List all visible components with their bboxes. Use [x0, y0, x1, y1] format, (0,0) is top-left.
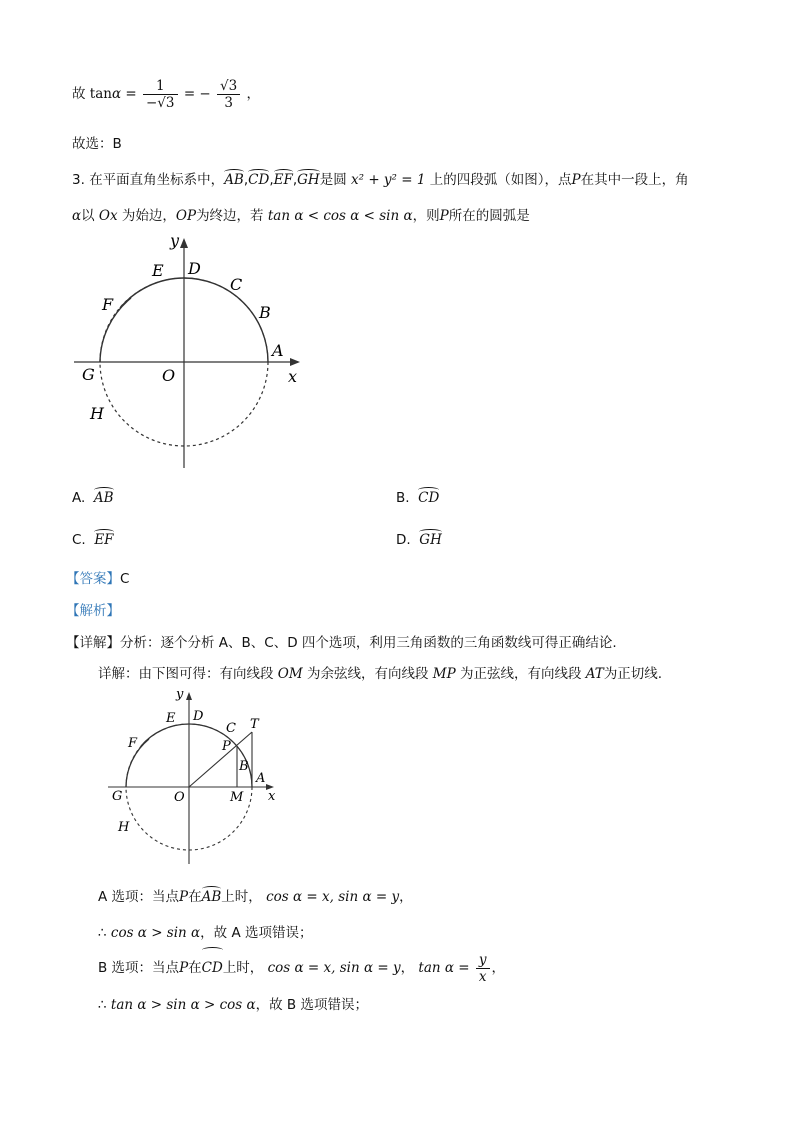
label-y: y — [170, 231, 180, 250]
fraction-num: y — [476, 952, 490, 969]
option-a-conclusion — [98, 921, 313, 941]
label-c: C — [226, 721, 236, 736]
label-b: B — [259, 303, 271, 322]
detail-line — [66, 631, 617, 651]
comma: ， — [491, 960, 506, 976]
arc-df-solid — [141, 724, 189, 746]
label-g: G — [82, 365, 95, 384]
fraction-1-num: 1 — [143, 78, 178, 95]
optb-arc: CD — [202, 950, 223, 986]
label-c: C — [230, 275, 243, 294]
comma: ， — [399, 889, 413, 905]
arc-ef: EF — [273, 172, 293, 188]
label-a: A — [256, 771, 266, 786]
detail-tag: 【详解】 — [66, 635, 120, 651]
label-a: A — [272, 341, 284, 360]
y-axis-arrow — [186, 692, 192, 700]
therefore-symbol: ∴ — [98, 997, 107, 1013]
circle-equation: x² + y² = 1 — [351, 172, 426, 188]
ray-op: OP — [175, 208, 197, 224]
point-p: P — [179, 960, 189, 976]
analysis-line — [66, 599, 120, 619]
ray-ox: Ox — [98, 208, 118, 224]
option-a-arc: AB — [93, 490, 114, 506]
therefore-symbol: ∴ — [98, 925, 107, 941]
q3-l2-text-5: 所在的圆弧是 — [448, 208, 530, 224]
q3-l2-text-4: ，则 — [412, 208, 440, 224]
option-b-conclusion — [98, 993, 368, 1013]
fraction-den: x — [478, 968, 487, 985]
label-o: O — [174, 790, 185, 805]
alpha-symbol: α — [111, 86, 122, 102]
inequality: tan α < cos α < sin α — [267, 208, 413, 224]
option-b-analysis — [98, 950, 505, 986]
opta-arc: AB — [201, 889, 222, 905]
x-axis-arrow — [290, 358, 300, 366]
optb-text-2: 在 — [188, 960, 202, 976]
tan-result-line — [72, 74, 260, 114]
option-c[interactable] — [72, 532, 114, 548]
arc-ad-solid — [184, 278, 268, 362]
option-a[interactable] — [72, 490, 114, 506]
opta-text-1: A 选项：当点 — [98, 889, 180, 905]
segment-at: AT — [585, 666, 604, 682]
comma: ， — [246, 86, 261, 102]
option-d-letter: D. — [396, 532, 411, 548]
option-b[interactable] — [396, 490, 439, 506]
label-o: O — [162, 366, 176, 385]
fraction-1 — [143, 78, 178, 111]
optb-tan: tan α = — [418, 960, 470, 976]
choice-line: 故选：B — [72, 136, 122, 152]
option-d-arc: GH — [419, 532, 442, 548]
comma: ， — [400, 960, 415, 976]
fraction-2-num: √3 — [217, 78, 240, 95]
label-t: T — [250, 717, 259, 732]
fraction-2 — [217, 78, 240, 111]
detail2-text-1: 详解：由下图可得：有向线段 — [98, 666, 274, 682]
label-d: D — [193, 709, 204, 724]
q3-text-3: 上的四段弧（如图），点 — [429, 172, 572, 188]
option-a-letter: A. — [72, 490, 86, 506]
option-b-arc: CD — [418, 490, 440, 506]
arc-cd: CD — [248, 172, 270, 188]
opta-text-3: 上时， — [221, 889, 262, 905]
concb-text: ，故 B 选项错误； — [255, 997, 368, 1013]
point-p: P — [179, 889, 189, 905]
answer-tag: 【答案】 — [66, 571, 120, 587]
arc-ab: AB — [224, 172, 244, 188]
arc-df-solid — [120, 278, 184, 308]
label-h: H — [118, 820, 130, 835]
arc-gh: GH — [297, 172, 320, 188]
optb-text-3: 上时， — [222, 960, 264, 976]
point-p: P — [571, 172, 581, 188]
option-d[interactable] — [396, 532, 442, 548]
fraction-1-den: −√3 — [146, 94, 175, 111]
label-p: P — [222, 739, 231, 754]
opta-text-2: 在 — [188, 889, 202, 905]
option-a-analysis — [98, 885, 413, 905]
tan-fn: tan — [89, 86, 112, 102]
answer-value: C — [120, 571, 130, 587]
optb-text-1: B 选项：当点 — [98, 960, 180, 976]
q3-l2-text-3: 为终边，若 — [196, 208, 264, 224]
y-axis-arrow — [180, 238, 188, 248]
arc-ad-solid — [189, 724, 252, 787]
conca-text: ，故 A 选项错误； — [200, 925, 313, 941]
question-number: 3. — [72, 172, 85, 188]
option-c-arc: EF — [94, 532, 114, 548]
text-prefix: 故 — [72, 86, 86, 102]
concb-inequality: tan α > sin α > cos α — [110, 997, 256, 1013]
detail2-text-4: 为正切线. — [603, 666, 663, 682]
trig-lines-figure — [100, 684, 290, 866]
label-m: M — [230, 790, 244, 805]
answer-line — [66, 567, 129, 587]
q3-text-4: 在其中一段上，角 — [580, 172, 689, 188]
equals-minus: = − — [183, 86, 211, 102]
label-e: E — [152, 261, 164, 280]
q3-text-1: 在平面直角坐标系中， — [89, 172, 225, 188]
label-f: F — [128, 736, 138, 751]
label-e: E — [166, 711, 176, 726]
unit-circle-figure — [60, 226, 320, 476]
detail-text: 分析：逐个分析 A、B、C、D 四个选项，利用三角函数的三角函数线可得正确结论. — [120, 635, 617, 651]
q3-l2-text-2: 为始边， — [121, 208, 176, 224]
label-y: y — [176, 687, 184, 702]
label-d: D — [188, 259, 201, 278]
alpha-symbol: α — [72, 208, 82, 224]
label-h: H — [90, 404, 104, 423]
option-c-letter: C. — [72, 532, 86, 548]
label-x: x — [288, 367, 298, 386]
conca-inequality: cos α > sin α — [110, 925, 201, 941]
optb-equation: cos α = x, sin α = y — [267, 960, 401, 976]
label-g: G — [112, 789, 123, 804]
label-f: F — [102, 295, 114, 314]
label-x: x — [268, 789, 276, 804]
opta-equation: cos α = x, sin α = y — [266, 889, 400, 905]
detail2-text-3: 为正弦线，有向线段 — [460, 666, 582, 682]
question-3-line-2 — [72, 204, 530, 224]
detail2-text-2: 为余弦线，有向线段 — [306, 666, 429, 682]
fraction-y-x — [476, 952, 490, 985]
segment-om: OM — [277, 666, 303, 682]
question-3-line-1: 3. 在平面直角坐标系中，AB,CD,EF,GH是圆 x² + y² = 1 上的四段弧（如图），点P在其中一段上，角 — [72, 172, 689, 188]
fraction-2-den: 3 — [224, 94, 233, 111]
option-b-letter: B. — [396, 490, 410, 506]
q3-l2-text-1: 以 — [81, 208, 95, 224]
segment-mp: MP — [432, 666, 456, 682]
q3-text-2: 是圆 — [319, 172, 347, 188]
label-b: B — [239, 759, 249, 774]
equals: = — [125, 86, 137, 102]
analysis-tag: 【解析】 — [66, 603, 120, 619]
detail-line-2 — [98, 662, 662, 682]
point-p: P — [439, 208, 449, 224]
